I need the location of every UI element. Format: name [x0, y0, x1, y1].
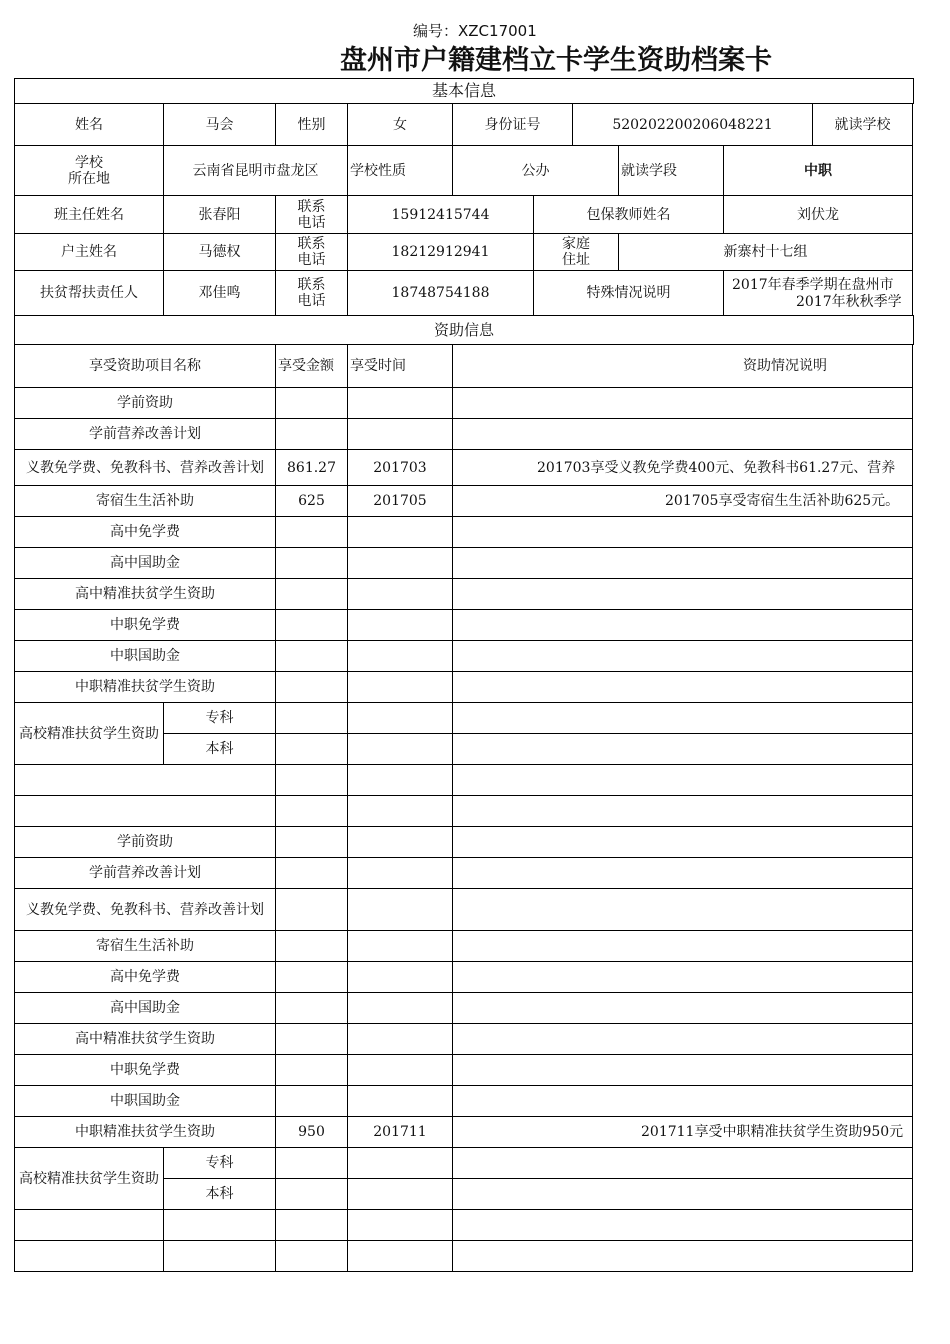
aid-amount — [275, 1054, 348, 1086]
aid-amount — [275, 609, 348, 641]
blank-cell — [347, 764, 453, 796]
aid-description — [452, 671, 913, 703]
aid-time — [347, 992, 453, 1024]
poverty-officer-phone: 18748754188 — [347, 270, 534, 316]
aid-description: 201703享受义教免学费400元、免教科书61.27元、营养 — [452, 449, 913, 486]
aid-time — [347, 640, 453, 672]
aid-time — [347, 857, 453, 889]
aid-description — [452, 1023, 913, 1055]
aid-description — [452, 961, 913, 993]
aid-time — [347, 547, 453, 579]
aid-description — [452, 1178, 913, 1210]
name-value: 马会 — [163, 103, 276, 146]
blank-cell — [452, 1240, 913, 1272]
poverty-officer-value: 邓佳鸣 — [163, 270, 276, 316]
aid-description — [452, 1085, 913, 1117]
blank-cell — [452, 764, 913, 796]
aid-time — [347, 1178, 453, 1210]
special-label: 特殊情况说明 — [533, 270, 724, 316]
aid-amount — [275, 733, 348, 765]
stage-value: 中职 — [723, 145, 913, 196]
college-sub-bachelor: 本科 — [163, 1178, 276, 1210]
page-title: 盘州市户籍建档立卡学生资助档案卡 — [340, 45, 772, 76]
college-aid-label: 高校精准扶贫学生资助 — [14, 702, 164, 765]
blank-cell — [275, 795, 348, 827]
college-sub-bachelor: 本科 — [163, 733, 276, 765]
aid-description — [452, 418, 913, 450]
aid-project-name: 高中精准扶贫学生资助 — [14, 1023, 276, 1055]
school-location-label: 学校 所在地 — [14, 145, 164, 196]
aid-amount — [275, 418, 348, 450]
id-number: 520202200206048221 — [572, 103, 813, 146]
aid-info-header: 资助信息 — [14, 315, 914, 345]
aid-description — [452, 857, 913, 889]
aid-project-name: 义教免学费、免教科书、营养改善计划 — [14, 449, 276, 486]
col-amount-header: 享受金额 — [275, 344, 348, 388]
aid-description — [452, 547, 913, 579]
aid-project-name: 中职国助金 — [14, 640, 276, 672]
aid-time — [347, 516, 453, 548]
aid-description — [452, 1054, 913, 1086]
aid-project-name: 中职免学费 — [14, 1054, 276, 1086]
aid-project-name: 中职精准扶贫学生资助 — [14, 1116, 276, 1148]
aid-description — [452, 888, 913, 931]
blank-cell — [275, 1240, 348, 1272]
blank-cell — [275, 764, 348, 796]
gender-label: 性别 — [275, 103, 348, 146]
aid-time — [347, 888, 453, 931]
aid-time — [347, 702, 453, 734]
aid-amount — [275, 516, 348, 548]
college-sub-junior: 专科 — [163, 1147, 276, 1179]
col-time-header: 享受时间 — [347, 344, 453, 388]
aid-project-name: 义教免学费、免教科书、营养改善计划 — [14, 888, 276, 931]
aid-project-name: 寄宿生生活补助 — [14, 930, 276, 962]
blank-cell — [347, 1240, 453, 1272]
aid-time — [347, 930, 453, 962]
aid-description — [452, 826, 913, 858]
aid-time — [347, 1147, 453, 1179]
col-project-header: 享受资助项目名称 — [14, 344, 276, 388]
serial-number: 编号：XZC17001 — [413, 22, 537, 40]
school-label: 就读学校 — [812, 103, 913, 146]
aid-project-name: 学前资助 — [14, 387, 276, 419]
aid-amount — [275, 1023, 348, 1055]
aid-description — [452, 578, 913, 610]
basic-info-header: 基本信息 — [14, 78, 914, 104]
poverty-officer-label: 扶贫帮扶责任人 — [14, 270, 164, 316]
aid-project-name: 中职精准扶贫学生资助 — [14, 671, 276, 703]
address-label: 家庭 住址 — [533, 233, 619, 271]
aid-project-name: 高中精准扶贫学生资助 — [14, 578, 276, 610]
aid-description — [452, 702, 913, 734]
address-value: 新寨村十七组 — [618, 233, 913, 271]
blank-cell — [163, 1209, 276, 1241]
householder-value: 马德权 — [163, 233, 276, 271]
aid-description — [452, 516, 913, 548]
aid-time: 201705 — [347, 485, 453, 517]
special-line-1: 2017年春季学期在盘州市 — [732, 277, 894, 293]
aid-description — [452, 387, 913, 419]
aid-amount — [275, 930, 348, 962]
aid-amount — [275, 1147, 348, 1179]
aid-description — [452, 733, 913, 765]
aid-amount — [275, 578, 348, 610]
blank-cell — [347, 1209, 453, 1241]
school-location-value: 云南省昆明市盘龙区 — [163, 145, 348, 196]
col-desc-header: 资助情况说明 — [452, 344, 913, 388]
blank-cell — [275, 1209, 348, 1241]
householder-label: 户主姓名 — [14, 233, 164, 271]
aid-project-name: 中职免学费 — [14, 609, 276, 641]
aid-time: 201711 — [347, 1116, 453, 1148]
teacher-phone-label: 联系 电话 — [275, 195, 348, 234]
aid-amount — [275, 1178, 348, 1210]
blank-cell — [452, 795, 913, 827]
college-sub-junior: 专科 — [163, 702, 276, 734]
aid-time — [347, 609, 453, 641]
aid-amount: 861.27 — [275, 449, 348, 486]
special-line-2: 2017年秋秋季学 — [796, 294, 902, 310]
teacher-label: 班主任姓名 — [14, 195, 164, 234]
special-value — [723, 270, 913, 316]
aid-project-name: 学前营养改善计划 — [14, 418, 276, 450]
aid-description — [452, 640, 913, 672]
aid-amount — [275, 961, 348, 993]
aid-time — [347, 578, 453, 610]
aid-project-name: 高中国助金 — [14, 992, 276, 1024]
householder-phone: 18212912941 — [347, 233, 534, 271]
blank-cell — [14, 1209, 164, 1241]
aid-time — [347, 826, 453, 858]
aid-project-name: 高中国助金 — [14, 547, 276, 579]
poverty-officer-phone-label: 联系 电话 — [275, 270, 348, 316]
aid-time — [347, 387, 453, 419]
aid-time — [347, 1085, 453, 1117]
blank-cell — [452, 1209, 913, 1241]
college-aid-label: 高校精准扶贫学生资助 — [14, 1147, 164, 1210]
school-type-label: 学校性质 — [347, 145, 453, 196]
aid-description: 201705享受寄宿生生活补助625元。 — [452, 485, 913, 517]
aid-amount — [275, 702, 348, 734]
blank-cell — [14, 1240, 164, 1272]
blank-cell — [14, 764, 276, 796]
aid-amount — [275, 387, 348, 419]
aid-description — [452, 1147, 913, 1179]
aid-project-name: 高中免学费 — [14, 961, 276, 993]
aid-project-name: 寄宿生生活补助 — [14, 485, 276, 517]
aid-project-name: 中职国助金 — [14, 1085, 276, 1117]
aid-amount — [275, 888, 348, 931]
teacher-phone: 15912415744 — [347, 195, 534, 234]
aid-amount — [275, 1085, 348, 1117]
guarantor-label: 包保教师姓名 — [533, 195, 724, 234]
aid-project-name: 高中免学费 — [14, 516, 276, 548]
name-label: 姓名 — [14, 103, 164, 146]
blank-cell — [347, 795, 453, 827]
gender-value: 女 — [347, 103, 453, 146]
aid-amount — [275, 671, 348, 703]
aid-project-name: 学前资助 — [14, 826, 276, 858]
id-label: 身份证号 — [452, 103, 573, 146]
aid-time — [347, 961, 453, 993]
aid-amount — [275, 547, 348, 579]
blank-cell — [163, 1240, 276, 1272]
aid-amount — [275, 857, 348, 889]
aid-project-name: 学前营养改善计划 — [14, 857, 276, 889]
aid-amount — [275, 640, 348, 672]
aid-time — [347, 1054, 453, 1086]
teacher-value: 张春阳 — [163, 195, 276, 234]
aid-time — [347, 733, 453, 765]
stage-label: 就读学段 — [618, 145, 724, 196]
aid-time: 201703 — [347, 449, 453, 486]
aid-amount: 950 — [275, 1116, 348, 1148]
aid-description: 201711享受中职精准扶贫学生资助950元 — [452, 1116, 913, 1148]
aid-amount: 625 — [275, 485, 348, 517]
guarantor-value: 刘伏龙 — [723, 195, 913, 234]
blank-cell — [14, 795, 276, 827]
householder-phone-label: 联系 电话 — [275, 233, 348, 271]
aid-time — [347, 671, 453, 703]
school-type-value: 公办 — [452, 145, 619, 196]
aid-description — [452, 930, 913, 962]
aid-time — [347, 1023, 453, 1055]
aid-amount — [275, 992, 348, 1024]
aid-time — [347, 418, 453, 450]
aid-description — [452, 609, 913, 641]
aid-description — [452, 992, 913, 1024]
aid-amount — [275, 826, 348, 858]
